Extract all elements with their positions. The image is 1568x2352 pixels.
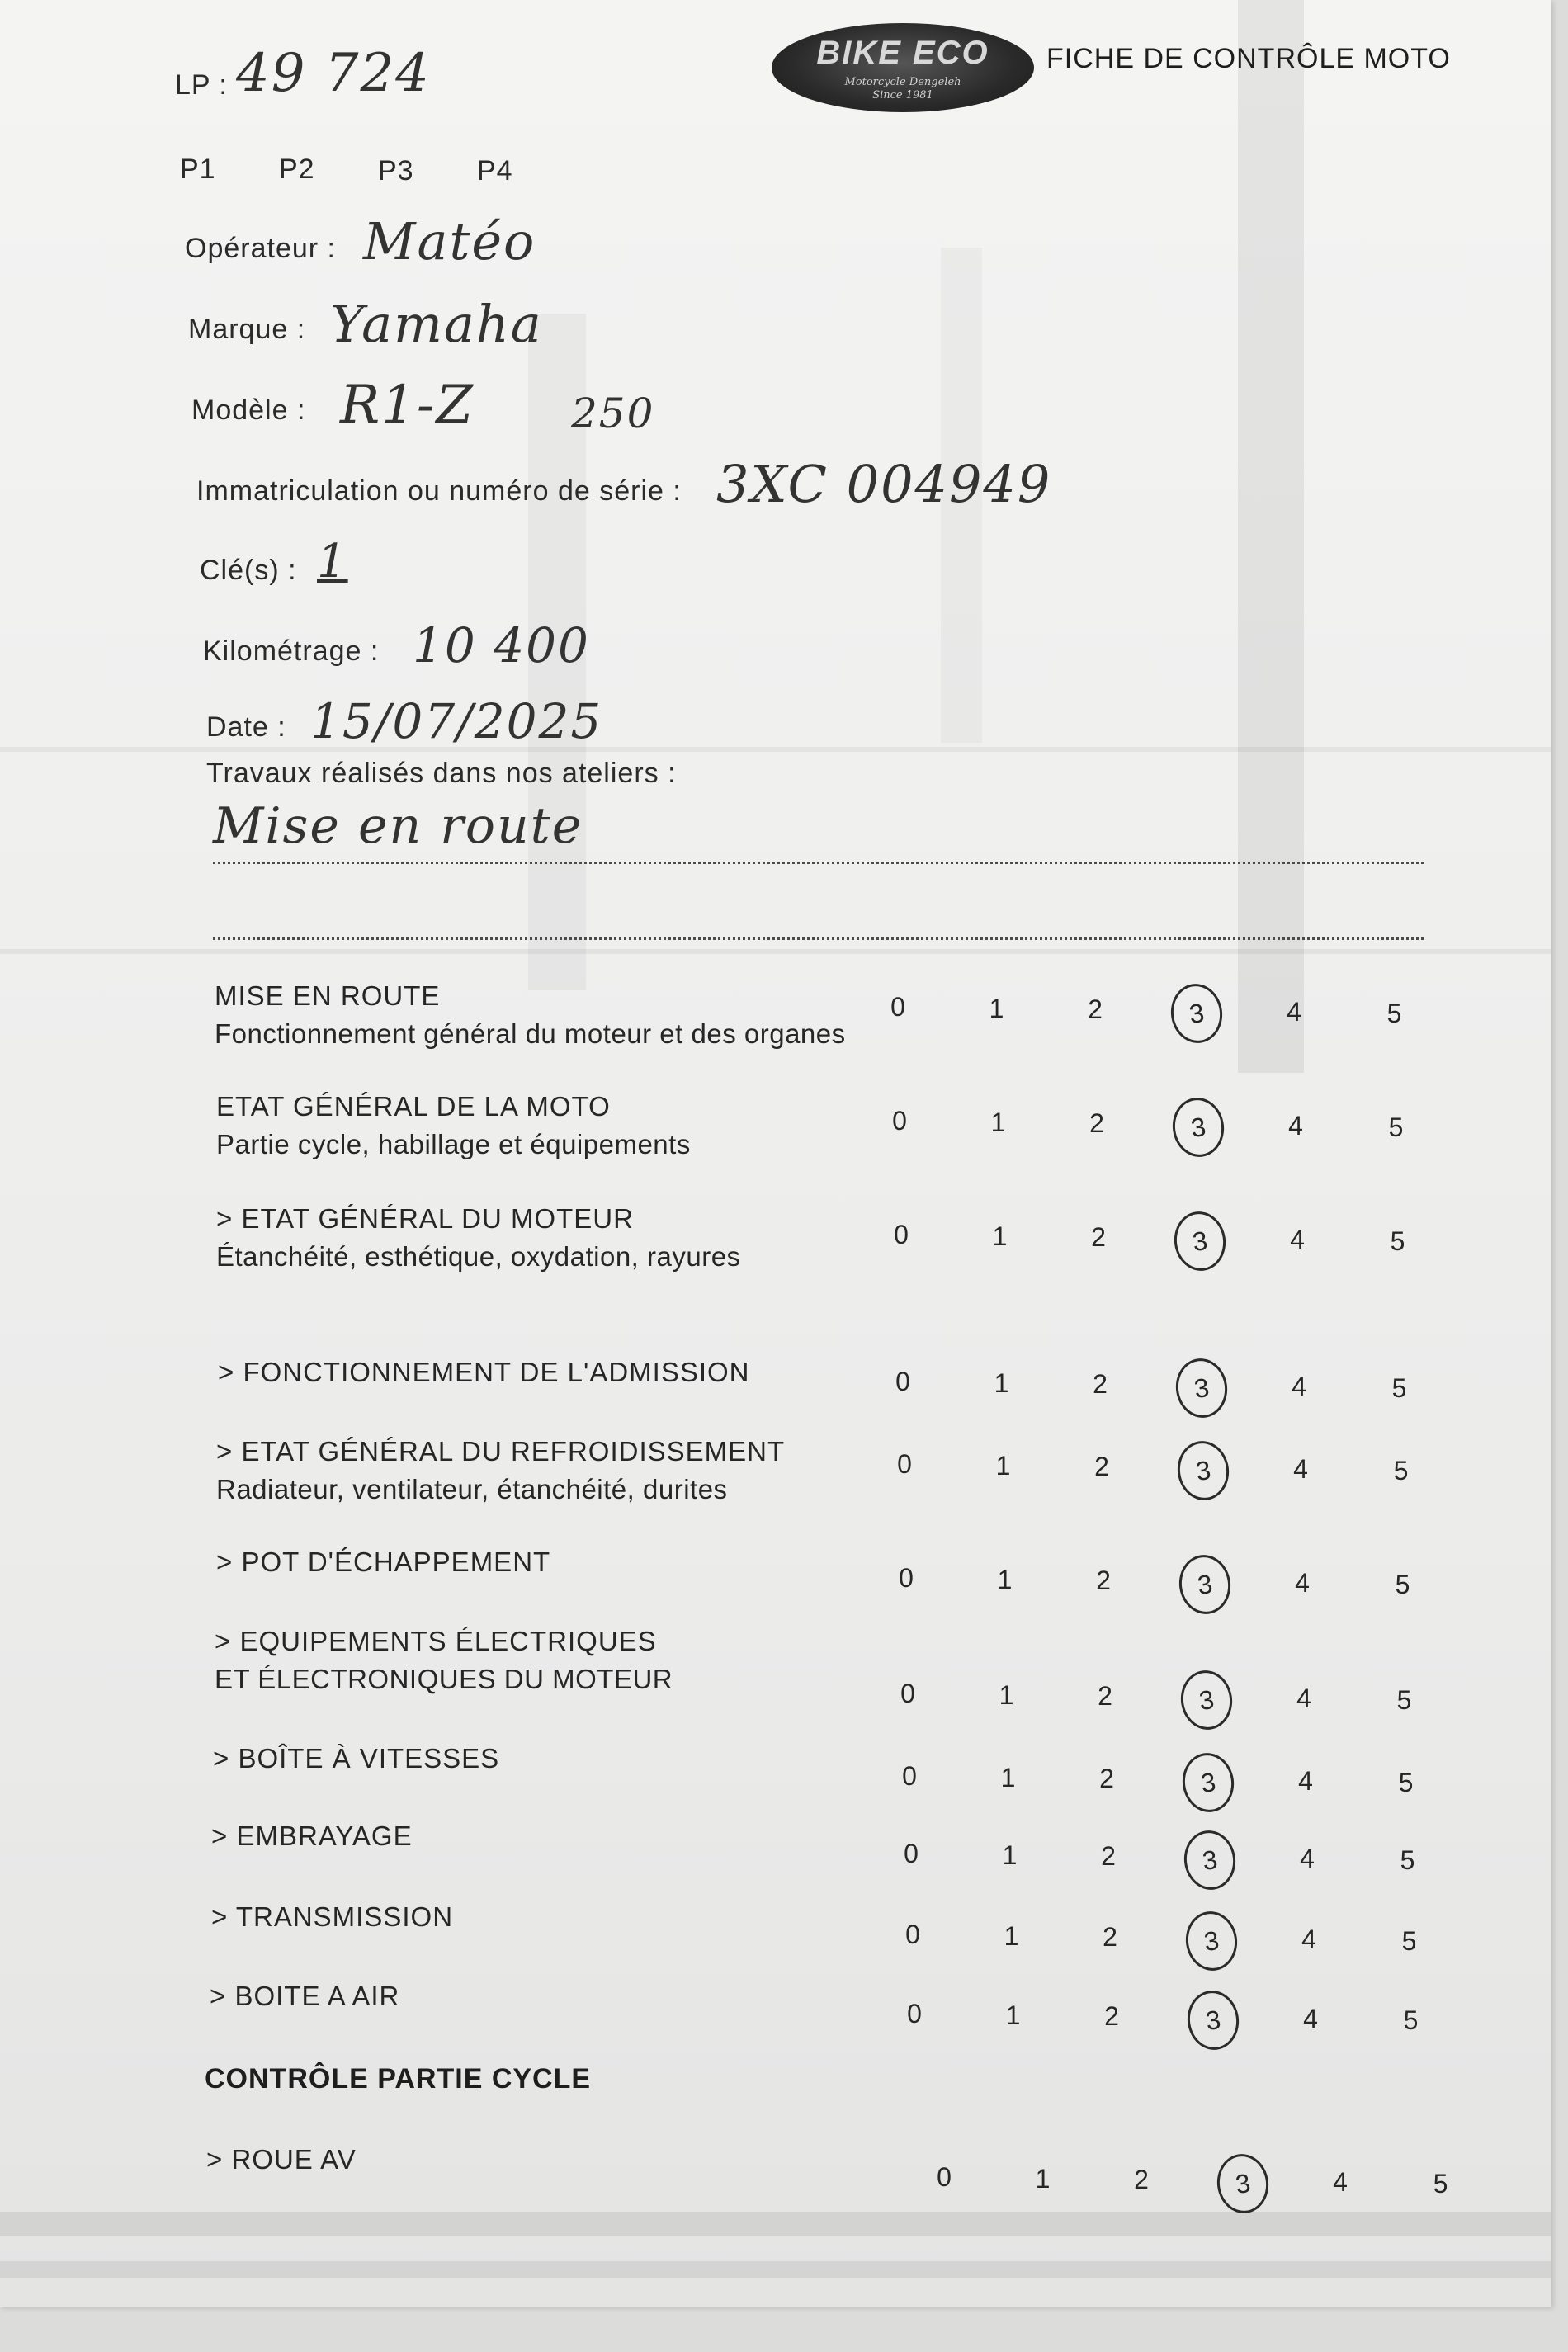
score-option[interactable]: 5: [1395, 1569, 1410, 1599]
operateur-label: Opérateur :: [185, 233, 336, 264]
score-option[interactable]: 4: [1303, 2004, 1318, 2033]
score-option[interactable]: 1: [1000, 1762, 1016, 1792]
score-option[interactable]: 2: [1088, 994, 1103, 1024]
score-option[interactable]: 4: [1298, 1766, 1313, 1796]
score-option[interactable]: 2: [1103, 1922, 1117, 1952]
modele-extra: 250: [571, 390, 655, 437]
logo-name: BIKE ECO: [816, 35, 989, 71]
travaux-value: Mise en route: [213, 797, 583, 855]
score-option[interactable]: 0: [890, 992, 905, 1022]
check-subtitle: Radiateur, ventilateur, étanchéité, durites: [216, 1474, 728, 1504]
marque-value: Yamaha: [330, 294, 543, 354]
check-title: ETAT GÉNÉRAL DE LA MOTO: [216, 1091, 611, 1122]
bike-eco-logo: [772, 23, 1034, 112]
score-option[interactable]: 2: [1096, 1566, 1111, 1595]
score-option[interactable]: 4: [1290, 1225, 1305, 1254]
score-option-selected[interactable]: 3: [1172, 1355, 1230, 1421]
logo-line1: Motorcycle Dengeleh: [844, 76, 961, 88]
check-title: > TRANSMISSION: [211, 1901, 454, 1932]
score-option-selected[interactable]: 3: [1175, 1551, 1234, 1618]
lp-value: 49 724: [236, 43, 431, 104]
score-option-selected[interactable]: 3: [1177, 1667, 1235, 1733]
score-option[interactable]: 0: [907, 1999, 922, 2028]
score-option[interactable]: 1: [1035, 2163, 1051, 2194]
score-option[interactable]: 5: [1396, 1684, 1412, 1715]
score-option[interactable]: 0: [897, 1449, 912, 1479]
score-option[interactable]: 0: [899, 1563, 914, 1593]
score-option[interactable]: 1: [992, 1221, 1008, 1251]
position-p2: P2: [279, 153, 315, 185]
travaux-line-2: [213, 937, 1424, 940]
score-option[interactable]: 5: [1400, 1844, 1415, 1875]
modele-value: R1-Z: [340, 375, 475, 436]
score-option[interactable]: 0: [904, 1839, 919, 1868]
score-option[interactable]: 4: [1300, 1844, 1315, 1873]
score-option[interactable]: 5: [1398, 1767, 1414, 1797]
score-option-selected[interactable]: 3: [1178, 1750, 1237, 1816]
check-title: > FONCTIONNEMENT DE L'ADMISSION: [218, 1357, 750, 1387]
check-title: > ETAT GÉNÉRAL DU MOTEUR: [216, 1203, 634, 1234]
marque-label: Marque :: [188, 314, 306, 345]
check-subtitle: Fonctionnement général du moteur et des organes: [215, 1018, 846, 1049]
score-option[interactable]: 2: [1091, 1222, 1106, 1252]
score-option[interactable]: 1: [994, 1367, 1009, 1398]
cles-value: 1: [317, 535, 348, 588]
score-option[interactable]: 2: [1093, 1369, 1108, 1399]
copy-streak: [0, 949, 1551, 954]
score-option[interactable]: 2: [1094, 1452, 1109, 1481]
copy-streak: [0, 747, 1551, 752]
score-option[interactable]: 0: [902, 1761, 917, 1791]
modele-label: Modèle :: [191, 394, 306, 426]
score-option-selected[interactable]: 3: [1183, 1987, 1242, 2053]
score-option[interactable]: 0: [900, 1679, 915, 1708]
score-option[interactable]: 2: [1089, 1108, 1104, 1138]
score-option[interactable]: 1: [1004, 1920, 1019, 1951]
copy-streak: [0, 2212, 1551, 2236]
score-option[interactable]: 4: [1333, 2167, 1348, 2197]
check-title: MISE EN ROUTE: [215, 980, 441, 1011]
check-title: > ETAT GÉNÉRAL DU REFROIDISSEMENT: [216, 1436, 786, 1466]
score-option[interactable]: 4: [1296, 1684, 1311, 1713]
score-option[interactable]: 0: [937, 2162, 952, 2192]
score-option-selected[interactable]: 3: [1167, 980, 1226, 1046]
score-option[interactable]: 1: [990, 1107, 1006, 1137]
score-option[interactable]: 4: [1288, 1111, 1303, 1141]
score-option[interactable]: 5: [1390, 1226, 1405, 1256]
score-option[interactable]: 5: [1386, 998, 1402, 1028]
score-option[interactable]: 0: [895, 1367, 910, 1396]
score-option[interactable]: 2: [1099, 1764, 1114, 1793]
score-option[interactable]: 1: [997, 1564, 1013, 1594]
score-option[interactable]: 2: [1134, 2165, 1149, 2194]
position-p3: P3: [378, 155, 414, 187]
score-option-selected[interactable]: 3: [1213, 2151, 1272, 2217]
score-option[interactable]: 2: [1104, 2001, 1119, 2031]
score-option[interactable]: 2: [1098, 1681, 1112, 1711]
position-p1: P1: [180, 153, 216, 185]
check-title: > EQUIPEMENTS ÉLECTRIQUES: [215, 1626, 657, 1656]
score-option[interactable]: 1: [999, 1679, 1014, 1710]
check-title: > EMBRAYAGE: [211, 1821, 413, 1851]
check-subtitle: Étanchéité, esthétique, oxydation, rayures: [216, 1241, 741, 1272]
position-p4: P4: [477, 155, 513, 187]
score-option[interactable]: 4: [1301, 1925, 1316, 1954]
score-option[interactable]: 5: [1391, 1372, 1407, 1403]
form-title: FICHE DE CONTRÔLE MOTO: [1046, 43, 1451, 74]
score-option[interactable]: 5: [1401, 1925, 1417, 1956]
kilometrage-label: Kilométrage :: [203, 635, 380, 667]
operateur-value: Matéo: [363, 211, 536, 272]
check-title: > POT D'ÉCHAPPEMENT: [216, 1547, 551, 1577]
check-title: > ROUE AV: [206, 2144, 357, 2175]
logo-line2: Since 1981: [872, 89, 933, 102]
copy-streak: [1238, 0, 1304, 1073]
travaux-label: Travaux réalisés dans nos ateliers :: [206, 758, 677, 789]
section-partie-cycle-title: CONTRÔLE PARTIE CYCLE: [205, 2063, 592, 2095]
kilometrage-value: 10 400: [413, 617, 590, 673]
score-option[interactable]: 0: [905, 1920, 920, 1949]
cles-label: Clé(s) :: [200, 555, 297, 586]
immatriculation-value: 3XC 004949: [716, 454, 1052, 514]
score-option-selected[interactable]: 3: [1170, 1208, 1229, 1274]
immatriculation-label: Immatriculation ou numéro de série :: [196, 475, 682, 507]
score-option[interactable]: 2: [1101, 1841, 1116, 1871]
travaux-line-1: [213, 862, 1424, 864]
score-option[interactable]: 5: [1388, 1112, 1404, 1142]
score-option[interactable]: 4: [1287, 997, 1301, 1027]
score-option[interactable]: 1: [995, 1450, 1011, 1481]
score-option[interactable]: 4: [1295, 1568, 1310, 1598]
score-option[interactable]: 5: [1433, 2168, 1448, 2199]
score-option-selected[interactable]: 3: [1169, 1094, 1227, 1160]
copy-streak: [0, 2261, 1551, 2278]
score-option[interactable]: 5: [1393, 1455, 1409, 1485]
score-option-selected[interactable]: 3: [1174, 1438, 1232, 1504]
check-title: > BOÎTE À VITESSES: [213, 1743, 500, 1773]
score-option[interactable]: 5: [1403, 2005, 1419, 2035]
lp-label: LP :: [175, 69, 228, 101]
score-option-selected[interactable]: 3: [1180, 1827, 1239, 1893]
score-option[interactable]: 4: [1292, 1372, 1306, 1401]
date-label: Date :: [206, 711, 286, 743]
check-subtitle: Partie cycle, habillage et équipements: [216, 1129, 691, 1159]
score-option[interactable]: 1: [1005, 2000, 1021, 2030]
score-option[interactable]: 0: [894, 1220, 909, 1249]
check-title: > BOITE A AIR: [210, 1981, 400, 2011]
score-option[interactable]: 1: [1002, 1840, 1018, 1870]
score-option-selected[interactable]: 3: [1182, 1908, 1240, 1974]
date-value: 15/07/2025: [310, 693, 603, 749]
score-option[interactable]: 4: [1293, 1454, 1308, 1484]
score-option[interactable]: 1: [989, 993, 1004, 1023]
check-subtitle: ET ÉLECTRONIQUES DU MOTEUR: [215, 1664, 673, 1694]
score-option[interactable]: 0: [892, 1106, 907, 1136]
